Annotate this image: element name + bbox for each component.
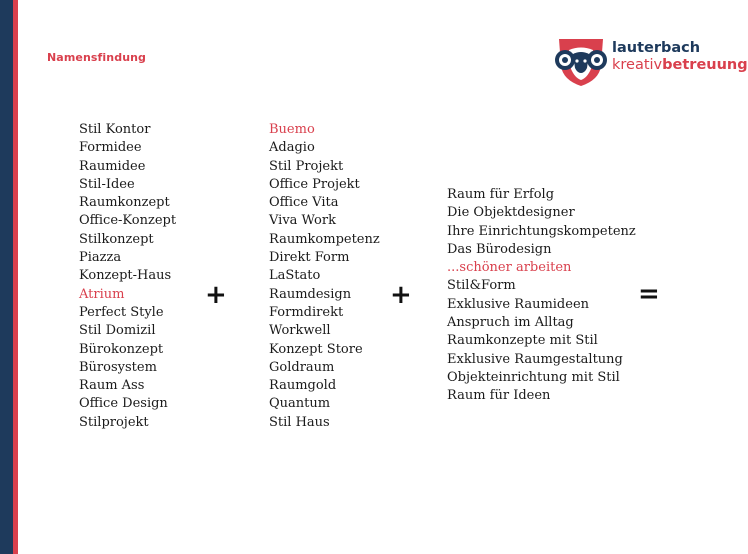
list-item: Formidee <box>79 140 142 156</box>
list-item: Workwell <box>269 323 331 339</box>
list-item: Exklusive Raumgestaltung <box>447 351 623 367</box>
list-item: Stilkonzept <box>79 231 154 247</box>
slogan-list-column-3 <box>447 186 636 406</box>
list-item: Ihre Einrichtungskompetenz <box>447 223 636 239</box>
equals-operator: = <box>638 279 660 309</box>
list-item: Stilprojekt <box>79 414 149 430</box>
list-item: LaStato <box>269 268 321 284</box>
list-item: Office Projekt <box>269 176 360 192</box>
section-title: Namensfindung <box>47 51 147 64</box>
left-edge-bar-navy <box>0 0 13 554</box>
list-item: Konzept-Haus <box>79 268 172 284</box>
logo-line-lauterbach: lauterbach <box>612 40 701 56</box>
logo-wordmark <box>612 40 748 74</box>
list-item: Stil Haus <box>269 414 330 430</box>
list-item: Raumgold <box>269 378 337 394</box>
list-item: Goldraum <box>269 359 335 375</box>
list-item: Anspruch im Alltag <box>447 315 574 331</box>
list-item: Stil Domizil <box>79 323 156 339</box>
list-item: Piazza <box>79 250 122 266</box>
list-item: Adagio <box>269 140 315 156</box>
list-item: Exklusive Raumideen <box>447 296 590 312</box>
list-item: Perfect Style <box>79 304 164 320</box>
list-item: Direkt Form <box>269 250 350 266</box>
list-item: Raumidee <box>79 158 146 174</box>
list-item: Raumkompetenz <box>269 231 380 247</box>
list-item: Formdirekt <box>269 304 344 320</box>
list-item: Bürokonzept <box>79 341 164 357</box>
list-item: Das Bürodesign <box>447 241 552 257</box>
name-list-column-2 <box>269 121 380 432</box>
list-item: Objekteinrichtung mit Stil <box>447 369 620 385</box>
list-item: Raum Ass <box>79 378 145 394</box>
list-item: Buemo <box>269 122 315 137</box>
logo-line-kreativbetreuung <box>612 57 748 74</box>
list-item: Bürosystem <box>79 359 157 375</box>
logo-word-betreuung: betreuung <box>662 57 748 73</box>
list-item: Konzept Store <box>269 341 363 357</box>
left-edge-bar-red <box>13 0 18 554</box>
name-list-column-1 <box>79 121 176 432</box>
lauterbach-logo <box>553 36 748 90</box>
plus-operator-2: + <box>390 280 412 310</box>
list-item: Stil Kontor <box>79 122 151 137</box>
list-item: Raumkonzepte mit Stil <box>447 333 598 349</box>
list-item: Atrium <box>79 286 125 302</box>
list-item: ...schöner arbeiten <box>447 260 572 276</box>
list-item: Raumkonzept <box>79 195 170 211</box>
list-item: Raum für Erfolg <box>447 187 555 202</box>
list-item: Quantum <box>269 396 331 412</box>
list-item: Raumdesign <box>269 286 352 302</box>
list-item: Viva Work <box>269 213 336 229</box>
list-item: Stil-Idee <box>79 176 135 192</box>
list-item: Office Vita <box>269 195 339 211</box>
ram-head-shield-icon <box>553 36 609 88</box>
list-item: Die Objektdesigner <box>447 205 575 221</box>
plus-operator-1: + <box>205 280 227 310</box>
list-item: Stil&Form <box>447 278 516 294</box>
list-item: Raum für Ideen <box>447 388 551 404</box>
list-item: Office Design <box>79 396 168 412</box>
list-item: Stil Projekt <box>269 158 344 174</box>
logo-word-kreativ: kreativ <box>612 57 663 73</box>
list-item: Office-Konzept <box>79 213 177 229</box>
